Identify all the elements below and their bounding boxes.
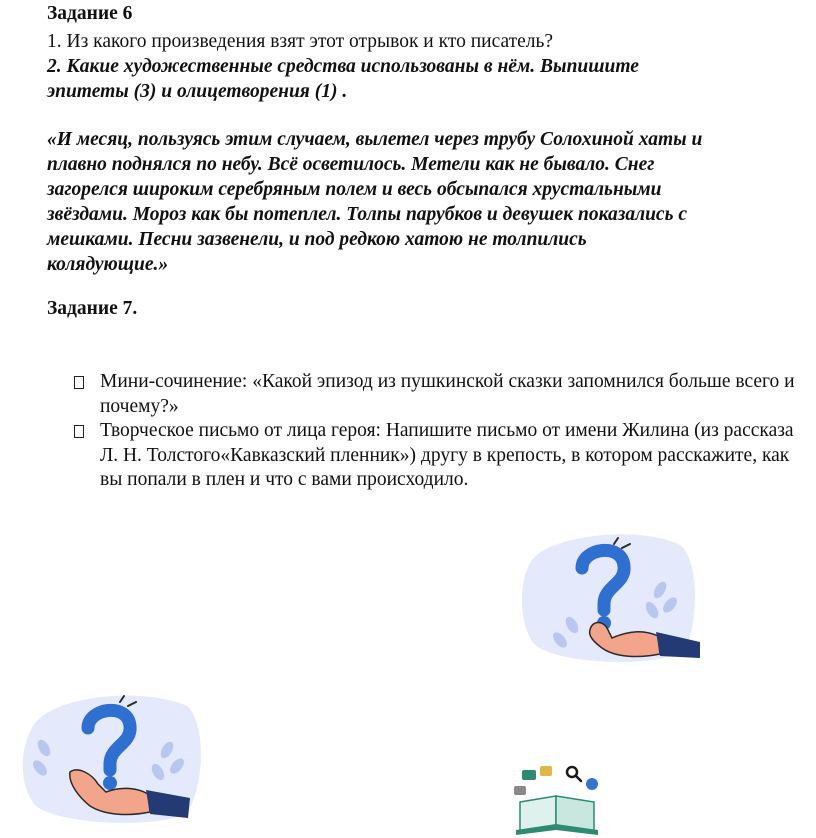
question-dot-icon [103,776,117,790]
chat-bubble-icon [540,766,552,776]
task6-question2-line1: 2. Какие художественные средства использованы в нём. Выпишите [47,56,639,77]
task6-question1: 1. Из какого произведения взят этот отрывок и кто писатель? [47,31,554,52]
excerpt-line: плавно поднялся по небу. Всё осветилось. Метели как не бывало. Снег [47,154,655,175]
note-icon [514,786,526,795]
excerpt-line: загорелся широким серебряным полем и весь обсыпался хрустальными [47,179,662,200]
excerpt-line: колядующие.» [47,254,169,275]
question-hand-illustration [520,530,700,665]
option-text: Мини-сочинение: «Какой эпизод из пушкинской сказки запомнился больше всего и почему?» [100,371,795,417]
task7-options [72,370,802,493]
task7-title: Задание 7. [47,298,138,319]
list-item [72,419,802,493]
excerpt-line: «И месяц, пользуясь этим случаем, вылетел через трубу Солохиной хаты и [47,129,703,150]
excerpt-line: мешками. Песни зазвенели, и под редкою хатою не толпились [47,229,587,250]
checkbox-bullet-icon [74,376,84,389]
globe-icon [586,778,598,790]
task6-title: Задание 6 [47,3,133,24]
question-hand-illustration [22,688,207,826]
option-text: Творческое письмо от лица героя: Напишите письмо от имени Жилина (из рассказа Л. Н. Толстого«Кавказский пленник») другу в крепость, в котором расскажите, как вы попали в плен и что с вами происходило. [100,420,794,490]
task6-question2-line2: эпитеты (3) и олицетворения (1) . [47,81,348,102]
checkbox-bullet-icon [74,425,84,438]
chat-bubble-icon [522,770,536,780]
excerpt-line: звёздами. Мороз как бы потеплел. Толпы парубков и девушек показались с [47,204,688,225]
open-book-illustration [510,764,602,836]
list-item [72,370,802,419]
